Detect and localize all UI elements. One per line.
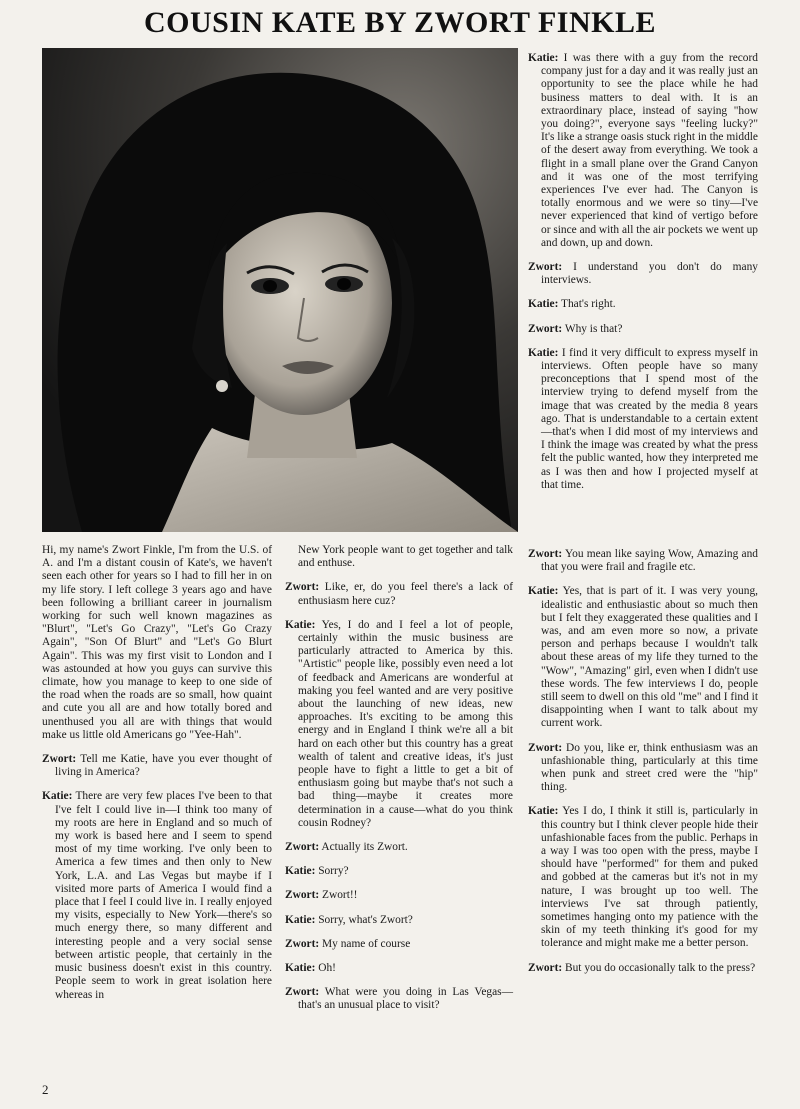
question-text: But you do occasionally talk to the press? (562, 961, 756, 974)
question-paragraph (528, 323, 758, 336)
question-text: Tell me Katie, have you ever thought of living in America? (55, 753, 272, 779)
answer-text: There are very few places I've been to that I've felt I could live in—I think too many of my roots are here in England and so much of my work is based here and I seem to spend most of my time working. I've only been to America a few times and then only to New York, L.A. and Las Vegas but maybe if I visited more parts of America I would find a place that I feel I could live in. I really enjoyed my visits, especially to New York—there's so much energy there, so many different and interesting people and a very social sense between artistic people, that certainly in the music business doesn't exist in this country. People seem to work in great isolation here whereas in (55, 790, 272, 1001)
article-title: COUSIN KATE BY ZWORT FINKLE (144, 6, 656, 39)
intro-paragraph: Hi, my name's Zwort Finkle, I'm from the U.S. of A. and I'm a distant cousin of Kate's, we haven't seen each other for years so I had to fill her in on my life story. I left college 3 years ago and have been following a brilliant career in journalism working for such well known magazines as "Blurt", "Let's Go Crazy", "Let's Go Crazy Again", "Son Of Blurt" and "Let's Go Blurt Again". This was my first visit to London and I was astounded at how you guys can survive this climate, how you manage to keep to one side of the road when the roads are so small, how quaint and cute you all are and how totally bored and unenthused you all are with things that would make us little old Americans go "Yee-Hah". (42, 544, 272, 741)
dialogue-line (285, 938, 513, 951)
speaker-label: Zwort: (42, 753, 77, 766)
answer-paragraph (528, 52, 758, 250)
speaker-label: Katie: (285, 618, 316, 631)
answer-paragraph (42, 790, 272, 1001)
speaker-label: Zwort: (285, 889, 320, 902)
speaker-label: Katie: (285, 865, 316, 878)
speaker-label: Zwort: (528, 261, 563, 274)
question-text: I understand you don't do many interviews. (541, 261, 758, 287)
question-text: Do you, like er, think enthusiasm was an unfashionable thing, particularly at this time when punk and street cred were the "hip" thing. (541, 741, 758, 794)
answer-paragraph (528, 298, 758, 311)
dialogue-text: Oh! (315, 962, 336, 975)
article-column-3-bottom (528, 548, 758, 986)
speaker-label: Zwort: (528, 741, 563, 754)
article-column-3-top (528, 52, 758, 503)
speaker-label: Katie: (528, 52, 559, 64)
dialogue-line (285, 889, 513, 902)
speaker-label: Zwort: (528, 961, 563, 974)
answer-text: Yes I do, I think it still is, particularly in this country but I think clever people hide their unfashionable faces from the public. Perhaps in a way I was too open with the press, maybe I should have "performed" for them and puked and gobbed at the cameras but it's not in my nature, I was brought up too well. The interviews I've sat through patiently, sometimes hanging onto my patience with the skin of my teeth thinking it's good for my tolerance and might make me a better person. (541, 805, 758, 950)
dialogue-line (285, 865, 513, 878)
speaker-label: Katie: (528, 805, 559, 818)
speaker-label: Zwort: (528, 322, 563, 335)
question-text: You mean like saying Wow, Amazing and that you were frail and fragile etc. (541, 548, 758, 574)
speaker-label: Katie: (528, 346, 559, 359)
answer-paragraph (528, 805, 758, 950)
question-text: Why is that? (562, 322, 623, 335)
portrait-photo (42, 48, 518, 532)
speaker-label: Katie: (285, 913, 316, 926)
answer-text: Yes, that is part of it. I was very young, idealistic and enthusiastic about so much then but I felt they exaggerated these qualities and I was, and am even more so now, a private person and perhaps because I wouldn't talk about these areas of my life they turned to the "Wow", "Amazing" girl, even when I didn't use these words. The few interviews I do, people still seem to dwell on this old "me" and I find it disappointing when I want to talk about my current work. (541, 585, 758, 730)
dialogue-line (285, 841, 513, 854)
answer-text: I find it very difficult to express myself in interviews. Often people have so many preconceptions that I spend most of the interview trying to defend myself from the image that was created by the media 8 years ago. That is understandable to a certain extent—that's when I did most of my interviews and I think the image was created by what the press felt the public wanted, how they interpreted me as I was then and how I projected myself at that time. (541, 346, 758, 491)
answer-text: That's right. (558, 298, 616, 311)
answer-text: I was there with a guy from the record company just for a day and it was really just an opportunity to see the place while he had business matters to deal with. It is an extraordinary place, instead of saying "how you doing?", everyone says "feeling lucky?" It's like a strange oasis stuck right in the middle of the desert away from everything. We took a flight in a small plane over the Grand Canyon and it was one of the most terrifying experiences I've ever had. The Canyon is totally enormous and we were so tiny—I've never experienced that kind of vertigo before or since and with all the air pockets we went up and down, up and down. (541, 52, 758, 249)
question-paragraph (285, 581, 513, 607)
answer-text: Yes, I do and I feel a lot of people, certainly within the music business are particularly attracted to America by this. "Artistic" people like, possibly even need a lot of feedback and Americans are wonderful at making you feel wanted and are very positive about the launching of new ideas, new approaches. It's exciting to be among this energy and in England I think we're all a bit hard on each other but this country has a great wealth of talent and creative ideas, it's just people have to fight a little to get a bit of enthusiasm going but maybe that's not such a bad thing—maybe it creates more determination in a cause—what do you think cousin Rodney? (298, 618, 513, 829)
question-paragraph (528, 261, 758, 287)
speaker-label: Zwort: (285, 937, 320, 950)
question-paragraph (528, 742, 758, 795)
speaker-label: Zwort: (285, 986, 320, 999)
speaker-label: Zwort: (285, 581, 320, 594)
continued-paragraph: New York people want to get together and talk and enthuse. (298, 544, 513, 570)
question-paragraph (528, 548, 758, 574)
dialogue-line (285, 914, 513, 927)
question-text: Like, er, do you feel there's a lack of enthusiasm here cuz? (298, 581, 513, 607)
speaker-label: Zwort: (285, 841, 320, 854)
dialogue-text: Sorry, what's Zwort? (315, 913, 413, 926)
speaker-label: Katie: (528, 585, 559, 598)
answer-paragraph (528, 585, 758, 730)
question-paragraph (42, 753, 272, 779)
dialogue-text: Zwort!! (319, 889, 358, 902)
answer-paragraph (528, 347, 758, 492)
dialogue-text: Sorry? (315, 865, 349, 878)
speaker-label: Katie: (528, 298, 559, 311)
answer-paragraph (285, 619, 513, 830)
page-number: 2 (42, 1082, 49, 1097)
speaker-label: Katie: (285, 962, 316, 975)
question-paragraph (285, 986, 513, 1012)
article-column-1 (42, 544, 272, 1013)
dialogue-line (285, 962, 513, 975)
question-paragraph (528, 962, 758, 975)
question-text: What were you doing in Las Vegas—that's an unusual place to visit? (298, 986, 513, 1012)
article-column-2 (285, 544, 513, 1024)
dialogue-text: Actually its Zwort. (319, 841, 408, 854)
speaker-label: Katie: (42, 790, 73, 803)
speaker-label: Zwort: (528, 548, 563, 560)
dialogue-text: My name of course (319, 937, 411, 950)
